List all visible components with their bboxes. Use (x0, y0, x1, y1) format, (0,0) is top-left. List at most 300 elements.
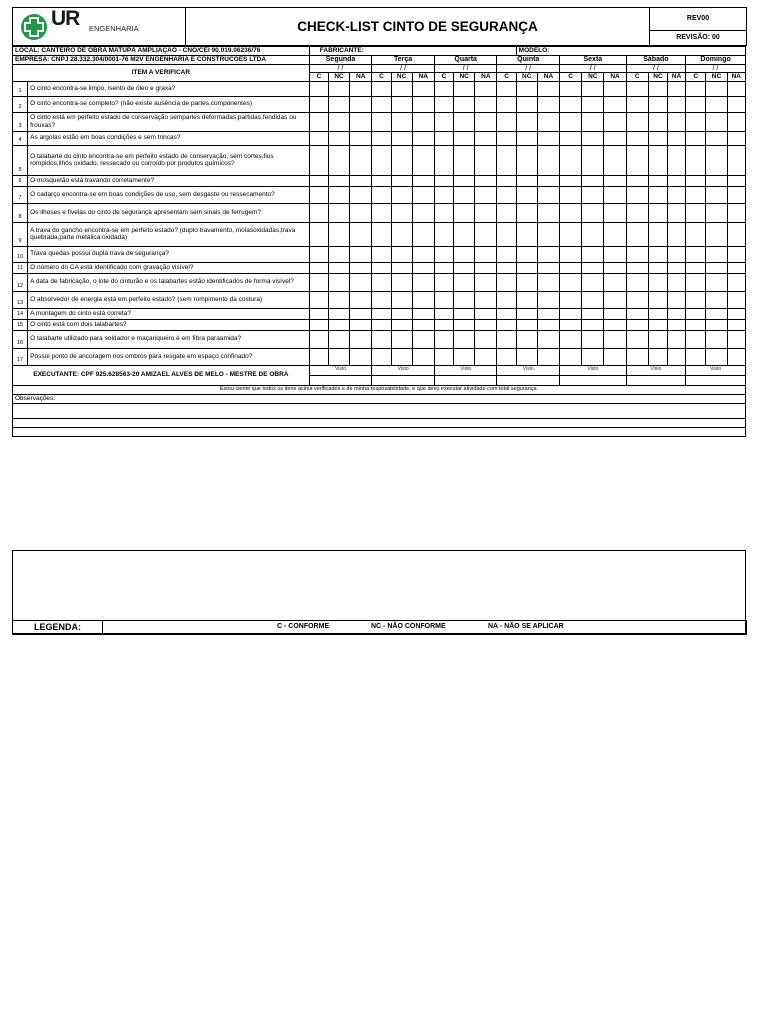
check-cell[interactable] (328, 348, 349, 365)
check-cell[interactable] (582, 246, 604, 262)
check-cell[interactable] (648, 112, 667, 131)
check-cell[interactable] (497, 246, 516, 262)
check-cell[interactable] (686, 145, 706, 175)
check-cell[interactable] (626, 222, 648, 246)
check-cell[interactable] (604, 308, 626, 319)
check-cell[interactable] (391, 96, 412, 112)
check-cell[interactable] (604, 291, 626, 308)
check-cell[interactable] (328, 96, 349, 112)
check-cell[interactable] (372, 222, 391, 246)
check-cell[interactable] (706, 96, 727, 112)
check-cell[interactable] (434, 348, 453, 365)
check-cell[interactable] (727, 145, 745, 175)
check-cell[interactable] (706, 203, 727, 222)
check-cell[interactable] (372, 131, 391, 145)
check-cell[interactable] (391, 246, 412, 262)
check-cell[interactable] (626, 246, 648, 262)
check-cell[interactable] (537, 145, 559, 175)
visto-signature[interactable] (497, 375, 560, 385)
check-cell[interactable] (372, 96, 391, 112)
check-cell[interactable] (475, 319, 497, 330)
check-cell[interactable] (412, 96, 434, 112)
check-cell[interactable] (372, 308, 391, 319)
check-cell[interactable] (372, 112, 391, 131)
check-cell[interactable] (686, 273, 706, 291)
check-cell[interactable] (497, 186, 516, 203)
check-cell[interactable] (686, 348, 706, 365)
check-cell[interactable] (516, 262, 537, 273)
check-cell[interactable] (668, 186, 686, 203)
check-cell[interactable] (706, 246, 727, 262)
check-cell[interactable] (412, 222, 434, 246)
check-cell[interactable] (706, 308, 727, 319)
check-cell[interactable] (582, 308, 604, 319)
check-cell[interactable] (412, 131, 434, 145)
check-cell[interactable] (372, 319, 391, 330)
check-cell[interactable] (706, 291, 727, 308)
check-cell[interactable] (391, 112, 412, 131)
check-cell[interactable] (454, 186, 475, 203)
check-cell[interactable] (328, 319, 349, 330)
check-cell[interactable] (604, 175, 626, 186)
check-cell[interactable] (454, 203, 475, 222)
check-cell[interactable] (475, 145, 497, 175)
check-cell[interactable] (537, 291, 559, 308)
check-cell[interactable] (516, 145, 537, 175)
check-cell[interactable] (668, 222, 686, 246)
check-cell[interactable] (434, 308, 453, 319)
check-cell[interactable] (560, 186, 582, 203)
check-cell[interactable] (309, 319, 328, 330)
check-cell[interactable] (391, 81, 412, 96)
check-cell[interactable] (454, 96, 475, 112)
check-cell[interactable] (686, 112, 706, 131)
check-cell[interactable] (434, 186, 453, 203)
check-cell[interactable] (454, 222, 475, 246)
check-cell[interactable] (434, 81, 453, 96)
visto-signature[interactable] (626, 375, 686, 385)
check-cell[interactable] (516, 246, 537, 262)
check-cell[interactable] (727, 186, 745, 203)
check-cell[interactable] (497, 145, 516, 175)
check-cell[interactable] (309, 246, 328, 262)
check-cell[interactable] (454, 246, 475, 262)
check-cell[interactable] (475, 308, 497, 319)
check-cell[interactable] (648, 131, 667, 145)
check-cell[interactable] (626, 131, 648, 145)
check-cell[interactable] (475, 175, 497, 186)
check-cell[interactable] (372, 262, 391, 273)
check-cell[interactable] (626, 330, 648, 348)
check-cell[interactable] (309, 186, 328, 203)
check-cell[interactable] (516, 308, 537, 319)
check-cell[interactable] (686, 131, 706, 145)
check-cell[interactable] (727, 262, 745, 273)
check-cell[interactable] (391, 308, 412, 319)
check-cell[interactable] (412, 330, 434, 348)
check-cell[interactable] (648, 319, 667, 330)
check-cell[interactable] (350, 145, 372, 175)
check-cell[interactable] (516, 96, 537, 112)
check-cell[interactable] (686, 203, 706, 222)
check-cell[interactable] (454, 348, 475, 365)
check-cell[interactable] (727, 222, 745, 246)
check-cell[interactable] (706, 273, 727, 291)
check-cell[interactable] (582, 262, 604, 273)
check-cell[interactable] (582, 112, 604, 131)
check-cell[interactable] (668, 330, 686, 348)
check-cell[interactable] (475, 262, 497, 273)
check-cell[interactable] (668, 308, 686, 319)
check-cell[interactable] (309, 112, 328, 131)
check-cell[interactable] (372, 175, 391, 186)
check-cell[interactable] (668, 131, 686, 145)
check-cell[interactable] (516, 186, 537, 203)
check-cell[interactable] (434, 291, 453, 308)
check-cell[interactable] (686, 262, 706, 273)
check-cell[interactable] (727, 291, 745, 308)
check-cell[interactable] (686, 319, 706, 330)
check-cell[interactable] (434, 273, 453, 291)
check-cell[interactable] (706, 330, 727, 348)
check-cell[interactable] (537, 330, 559, 348)
check-cell[interactable] (391, 319, 412, 330)
check-cell[interactable] (328, 246, 349, 262)
check-cell[interactable] (648, 262, 667, 273)
check-cell[interactable] (516, 222, 537, 246)
check-cell[interactable] (686, 222, 706, 246)
check-cell[interactable] (686, 96, 706, 112)
check-cell[interactable] (391, 186, 412, 203)
check-cell[interactable] (626, 186, 648, 203)
check-cell[interactable] (309, 96, 328, 112)
check-cell[interactable] (604, 273, 626, 291)
check-cell[interactable] (497, 308, 516, 319)
check-cell[interactable] (372, 273, 391, 291)
check-cell[interactable] (497, 96, 516, 112)
check-cell[interactable] (434, 319, 453, 330)
check-cell[interactable] (328, 131, 349, 145)
check-cell[interactable] (309, 348, 328, 365)
check-cell[interactable] (560, 273, 582, 291)
check-cell[interactable] (309, 330, 328, 348)
check-cell[interactable] (537, 96, 559, 112)
check-cell[interactable] (350, 96, 372, 112)
check-cell[interactable] (648, 96, 667, 112)
check-cell[interactable] (434, 246, 453, 262)
check-cell[interactable] (626, 319, 648, 330)
check-cell[interactable] (516, 131, 537, 145)
check-cell[interactable] (537, 203, 559, 222)
check-cell[interactable] (391, 291, 412, 308)
check-cell[interactable] (560, 330, 582, 348)
check-cell[interactable] (454, 319, 475, 330)
check-cell[interactable] (434, 262, 453, 273)
check-cell[interactable] (560, 262, 582, 273)
check-cell[interactable] (727, 203, 745, 222)
check-cell[interactable] (537, 308, 559, 319)
check-cell[interactable] (668, 145, 686, 175)
check-cell[interactable] (516, 81, 537, 96)
check-cell[interactable] (648, 246, 667, 262)
check-cell[interactable] (350, 112, 372, 131)
check-cell[interactable] (328, 175, 349, 186)
check-cell[interactable] (475, 246, 497, 262)
check-cell[interactable] (582, 81, 604, 96)
check-cell[interactable] (582, 175, 604, 186)
check-cell[interactable] (475, 131, 497, 145)
check-cell[interactable] (626, 348, 648, 365)
check-cell[interactable] (560, 203, 582, 222)
check-cell[interactable] (497, 131, 516, 145)
check-cell[interactable] (391, 131, 412, 145)
check-cell[interactable] (372, 348, 391, 365)
check-cell[interactable] (391, 203, 412, 222)
date-field[interactable]: / / (309, 65, 372, 73)
check-cell[interactable] (391, 330, 412, 348)
check-cell[interactable] (686, 291, 706, 308)
check-cell[interactable] (648, 186, 667, 203)
check-cell[interactable] (537, 273, 559, 291)
check-cell[interactable] (537, 246, 559, 262)
check-cell[interactable] (328, 203, 349, 222)
check-cell[interactable] (582, 319, 604, 330)
visto-signature[interactable] (686, 375, 746, 385)
check-cell[interactable] (727, 175, 745, 186)
date-field[interactable]: / / (497, 65, 560, 73)
check-cell[interactable] (727, 348, 745, 365)
check-cell[interactable] (412, 145, 434, 175)
check-cell[interactable] (309, 273, 328, 291)
check-cell[interactable] (560, 319, 582, 330)
observacoes-line[interactable] (13, 427, 746, 436)
check-cell[interactable] (350, 246, 372, 262)
check-cell[interactable] (626, 175, 648, 186)
check-cell[interactable] (497, 175, 516, 186)
check-cell[interactable] (391, 273, 412, 291)
check-cell[interactable] (497, 262, 516, 273)
check-cell[interactable] (516, 348, 537, 365)
check-cell[interactable] (626, 81, 648, 96)
check-cell[interactable] (604, 203, 626, 222)
check-cell[interactable] (412, 273, 434, 291)
check-cell[interactable] (648, 330, 667, 348)
check-cell[interactable] (350, 131, 372, 145)
check-cell[interactable] (328, 222, 349, 246)
check-cell[interactable] (582, 222, 604, 246)
check-cell[interactable] (706, 319, 727, 330)
check-cell[interactable] (727, 96, 745, 112)
check-cell[interactable] (560, 291, 582, 308)
check-cell[interactable] (686, 246, 706, 262)
visto-signature[interactable] (372, 375, 435, 385)
check-cell[interactable] (372, 246, 391, 262)
check-cell[interactable] (686, 186, 706, 203)
check-cell[interactable] (391, 145, 412, 175)
observacoes-line[interactable] (13, 403, 746, 418)
check-cell[interactable] (497, 319, 516, 330)
check-cell[interactable] (309, 222, 328, 246)
check-cell[interactable] (582, 186, 604, 203)
check-cell[interactable] (582, 145, 604, 175)
date-field[interactable]: / / (686, 65, 746, 73)
check-cell[interactable] (454, 175, 475, 186)
check-cell[interactable] (648, 291, 667, 308)
check-cell[interactable] (604, 330, 626, 348)
check-cell[interactable] (648, 145, 667, 175)
check-cell[interactable] (350, 186, 372, 203)
check-cell[interactable] (497, 222, 516, 246)
check-cell[interactable] (560, 222, 582, 246)
check-cell[interactable] (309, 262, 328, 273)
check-cell[interactable] (309, 81, 328, 96)
check-cell[interactable] (706, 348, 727, 365)
check-cell[interactable] (454, 262, 475, 273)
check-cell[interactable] (626, 273, 648, 291)
date-field[interactable]: / / (626, 65, 686, 73)
date-field[interactable]: / / (372, 65, 435, 73)
check-cell[interactable] (648, 203, 667, 222)
check-cell[interactable] (686, 308, 706, 319)
check-cell[interactable] (475, 273, 497, 291)
check-cell[interactable] (391, 262, 412, 273)
check-cell[interactable] (434, 222, 453, 246)
visto-signature[interactable] (309, 375, 372, 385)
check-cell[interactable] (626, 203, 648, 222)
check-cell[interactable] (706, 222, 727, 246)
check-cell[interactable] (727, 131, 745, 145)
check-cell[interactable] (727, 308, 745, 319)
check-cell[interactable] (560, 81, 582, 96)
check-cell[interactable] (668, 291, 686, 308)
check-cell[interactable] (434, 131, 453, 145)
check-cell[interactable] (727, 319, 745, 330)
check-cell[interactable] (706, 131, 727, 145)
check-cell[interactable] (328, 262, 349, 273)
check-cell[interactable] (475, 186, 497, 203)
check-cell[interactable] (537, 131, 559, 145)
check-cell[interactable] (668, 81, 686, 96)
check-cell[interactable] (686, 81, 706, 96)
check-cell[interactable] (475, 222, 497, 246)
check-cell[interactable] (309, 308, 328, 319)
check-cell[interactable] (537, 186, 559, 203)
check-cell[interactable] (309, 291, 328, 308)
check-cell[interactable] (328, 112, 349, 131)
check-cell[interactable] (582, 330, 604, 348)
check-cell[interactable] (668, 175, 686, 186)
check-cell[interactable] (668, 348, 686, 365)
check-cell[interactable] (626, 112, 648, 131)
check-cell[interactable] (350, 203, 372, 222)
check-cell[interactable] (706, 175, 727, 186)
check-cell[interactable] (434, 112, 453, 131)
check-cell[interactable] (454, 330, 475, 348)
check-cell[interactable] (434, 175, 453, 186)
check-cell[interactable] (350, 262, 372, 273)
check-cell[interactable] (350, 330, 372, 348)
check-cell[interactable] (560, 246, 582, 262)
check-cell[interactable] (412, 175, 434, 186)
check-cell[interactable] (560, 308, 582, 319)
check-cell[interactable] (686, 330, 706, 348)
check-cell[interactable] (412, 186, 434, 203)
check-cell[interactable] (706, 81, 727, 96)
check-cell[interactable] (626, 96, 648, 112)
check-cell[interactable] (648, 273, 667, 291)
check-cell[interactable] (516, 319, 537, 330)
check-cell[interactable] (537, 262, 559, 273)
check-cell[interactable] (412, 246, 434, 262)
check-cell[interactable] (582, 273, 604, 291)
check-cell[interactable] (350, 348, 372, 365)
check-cell[interactable] (434, 203, 453, 222)
check-cell[interactable] (328, 291, 349, 308)
check-cell[interactable] (454, 308, 475, 319)
check-cell[interactable] (350, 175, 372, 186)
check-cell[interactable] (560, 348, 582, 365)
check-cell[interactable] (475, 330, 497, 348)
check-cell[interactable] (497, 291, 516, 308)
check-cell[interactable] (412, 112, 434, 131)
check-cell[interactable] (412, 262, 434, 273)
check-cell[interactable] (309, 145, 328, 175)
date-field[interactable]: / / (434, 65, 497, 73)
check-cell[interactable] (516, 291, 537, 308)
check-cell[interactable] (328, 186, 349, 203)
check-cell[interactable] (454, 131, 475, 145)
check-cell[interactable] (582, 348, 604, 365)
check-cell[interactable] (604, 348, 626, 365)
check-cell[interactable] (497, 330, 516, 348)
check-cell[interactable] (475, 81, 497, 96)
check-cell[interactable] (668, 319, 686, 330)
check-cell[interactable] (604, 131, 626, 145)
check-cell[interactable] (727, 81, 745, 96)
check-cell[interactable] (604, 262, 626, 273)
check-cell[interactable] (350, 222, 372, 246)
check-cell[interactable] (668, 96, 686, 112)
check-cell[interactable] (604, 145, 626, 175)
visto-signature[interactable] (560, 375, 627, 385)
check-cell[interactable] (560, 145, 582, 175)
check-cell[interactable] (582, 291, 604, 308)
check-cell[interactable] (537, 348, 559, 365)
check-cell[interactable] (328, 273, 349, 291)
check-cell[interactable] (350, 81, 372, 96)
check-cell[interactable] (391, 222, 412, 246)
check-cell[interactable] (391, 348, 412, 365)
check-cell[interactable] (686, 175, 706, 186)
check-cell[interactable] (560, 112, 582, 131)
check-cell[interactable] (475, 112, 497, 131)
check-cell[interactable] (372, 145, 391, 175)
date-field[interactable]: / / (560, 65, 627, 73)
check-cell[interactable] (309, 203, 328, 222)
check-cell[interactable] (582, 131, 604, 145)
check-cell[interactable] (412, 308, 434, 319)
check-cell[interactable] (309, 175, 328, 186)
check-cell[interactable] (372, 203, 391, 222)
check-cell[interactable] (412, 348, 434, 365)
check-cell[interactable] (648, 348, 667, 365)
check-cell[interactable] (350, 319, 372, 330)
check-cell[interactable] (604, 222, 626, 246)
check-cell[interactable] (475, 203, 497, 222)
check-cell[interactable] (516, 330, 537, 348)
check-cell[interactable] (328, 330, 349, 348)
check-cell[interactable] (497, 348, 516, 365)
